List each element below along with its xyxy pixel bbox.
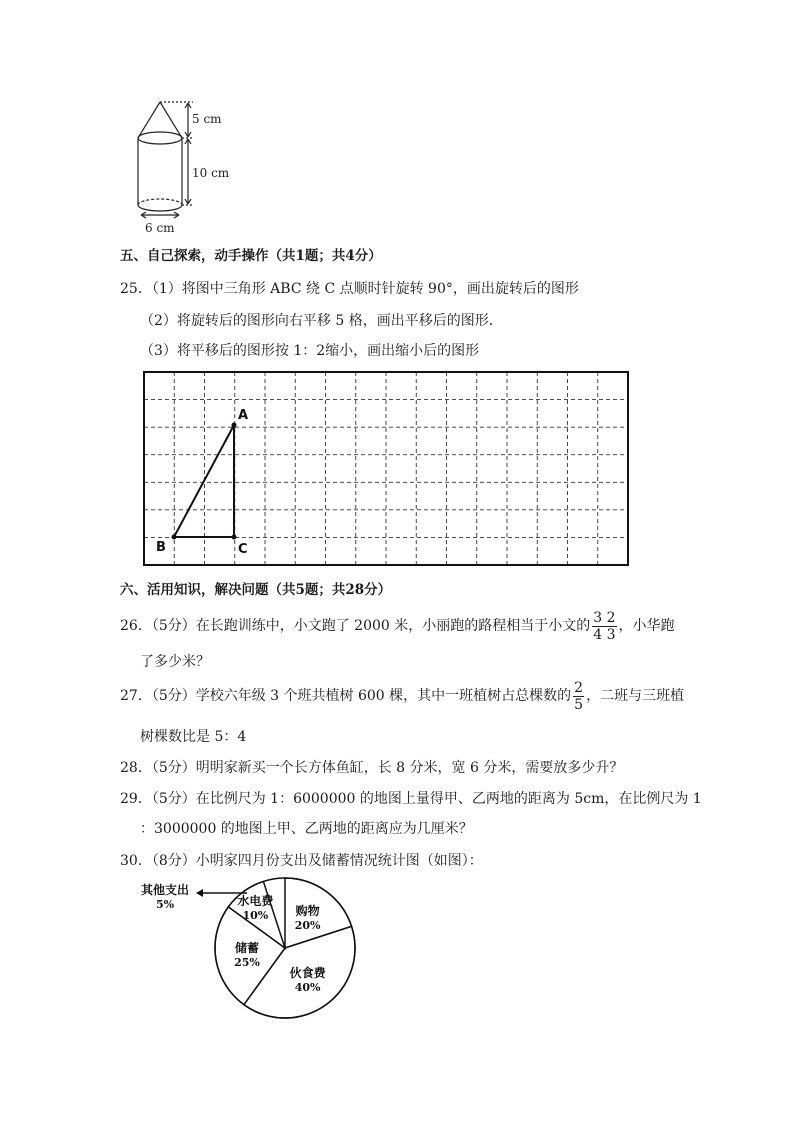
point-c [232,535,237,540]
pie-percent-label: 25% [234,956,260,970]
q28-text: 28．（5分）明明家新买一个长方体鱼缸，长 8 分米，宽 6 分米，需要放多少升？ [120,760,624,776]
point-b [172,535,177,540]
q25-line2: （2）将旋转后的图形向右平移 5 格，画出平移后的图形． [140,313,503,329]
pie-percent-label: 10% [242,909,269,923]
q26-line2: 了多少米？ [140,654,210,670]
triangle-abc [174,425,234,537]
q26-text-after: ，小华跑 [618,618,675,634]
other-expense-arrowhead [196,889,203,897]
q25-line1: 25．（1）将图中三角形 ABC 绕 C 点顺时针旋转 90°，画出旋转后的图形 [120,281,579,297]
pie-percent-label: 40% [294,981,321,995]
cylinder-top-ellipse [138,132,182,144]
pie-category-label: 伙食费 [289,966,326,981]
q30-text: 30．（8分）小明家四月份支出及储蓄情况统计图（如图）： [120,853,483,869]
q27-fraction-numerator: 2 [574,679,584,696]
q25-line3: （3）将平移后的图形按 1：2缩小，画出缩小后的图形 [140,343,480,359]
q27-line1 [120,680,684,712]
section-5-title: 五、自己探索，动手操作（共1题；共4分） [120,248,382,264]
cylinder-bottom-back [138,199,182,205]
cylinder-height-label: 10 cm [192,166,230,180]
q27-text-before: 27．（5分）学校六年级 3 个班共植树 600 棵，其中一班植树占总棵数的 [120,688,572,704]
cylinder-cone-figure [125,98,245,236]
q26-line1 [120,610,675,642]
label-b: B [156,540,166,555]
pie-category-label: 储蓄 [234,941,259,956]
cylinder-bottom-front [138,205,182,211]
pie-category-label: 购物 [295,903,320,918]
q26-fraction-numerator: 3 2 [593,609,616,626]
label-a: A [238,408,249,423]
q27-line2: 树棵数比是 5：4 [140,729,247,745]
q27-fraction [573,681,584,712]
grid-figure [140,369,632,569]
label-c: C [238,542,248,557]
diameter-label: 6 cm [145,221,175,235]
q26-fraction [592,611,616,642]
pie-category-label: 其他支出 [140,883,190,897]
q29-line1: 29．（5分）在比例尺为 1：6000000 的地图上量得甲、乙两地的距离为 5cm，在比例尺为 1 [120,791,702,807]
q27-fraction-denominator: 5 [574,696,584,713]
section-6-title: 六、活用知识，解决问题（共5题；共28分） [120,582,392,598]
point-a [232,423,237,428]
cone-height-label: 5 cm [192,112,222,126]
q29-line2: ：3000000 的地图上甲、乙两地的距离应为几厘米？ [140,821,473,837]
pie-chart [130,870,380,1030]
pie-percent-label: 20% [294,918,321,932]
q26-text-before: 26．（5分）在长跑训练中，小文跑了 2000 米，小丽跑的路程相当于小文的 [120,618,591,634]
q26-fraction-denominator: 4 3 [593,626,616,643]
pie-percent-label: 5% [155,898,175,911]
pie-category-label: 水电费 [237,894,274,909]
q27-text-after: ，二班与三班植 [586,688,685,704]
